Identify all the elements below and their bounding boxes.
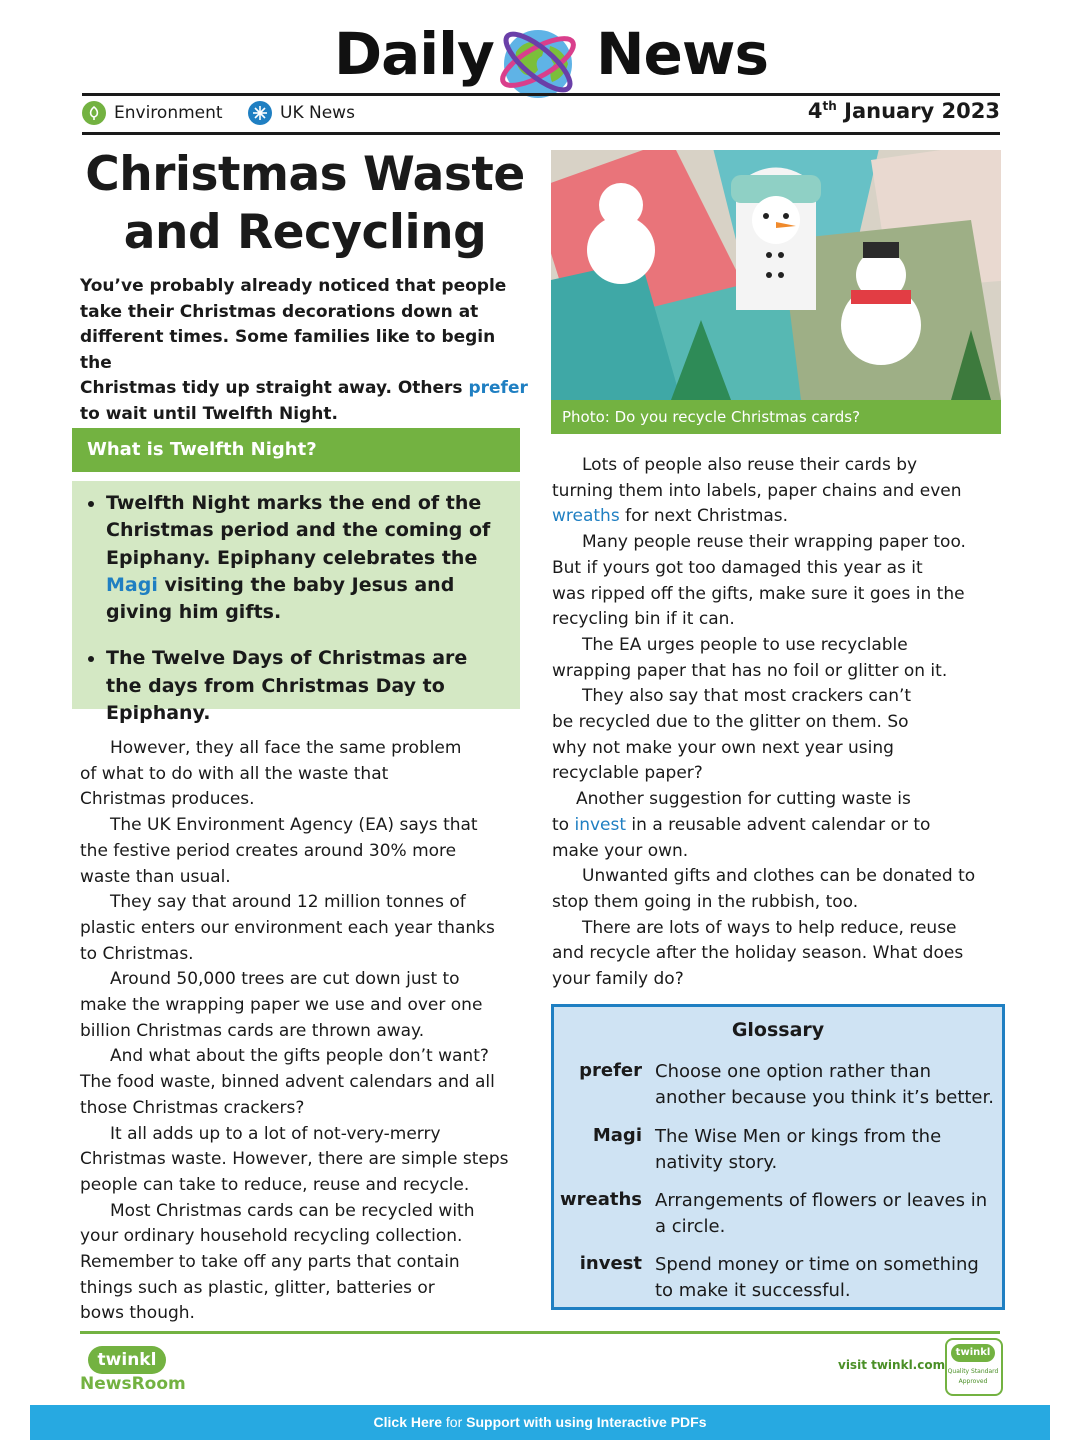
article-headline: Christmas Waste and Recycling [85,147,525,260]
paragraph: Most Christmas cards can be recycled with your ordinary household recycling collection. Remember to take off any parts that contain things such as plastic, glitter, batteries or bows though. [80,1200,475,1324]
infobox-bullet: • The Twelve Days of Christmas are the days from Christmas Day to Epiphany. [106,645,506,727]
paragraph: They also say that most crackers can’t be recycled due to the glitter on them. So why not make your own next year using recyclable paper? [552,686,912,784]
infobox-bullet: • Twelfth Night marks the end of the Christmas period and the coming of Epiphany. Epiphany celebrates the Magi visiting the baby Jesus and giving him gifts. [106,490,506,626]
paragraph: Lots of people also reuse their cards by turning them into labels, paper chains and even wreaths for next Christmas. [552,455,962,527]
tag-uk-news[interactable] [248,101,355,125]
issue-date: 4th January 2023 [807,99,1000,123]
top-rule [82,93,1000,96]
paragraph: It all adds up to a lot of not-very-merry Christmas waste. However, there are simple steps people can take to reduce, reuse and recycle. [80,1123,509,1195]
paragraph: And what about the gifts people don’t want? The food waste, binned advent calendars and all those Christmas crackers? [80,1046,495,1118]
infobox-body [72,481,520,725]
glossary-term: invest [579,1253,642,1274]
photo-caption: Photo: Do you recycle Christmas cards? [551,400,1001,434]
tag-environment[interactable] [82,101,223,125]
globe-icon [494,16,582,104]
tag-bar-bottom-rule [82,132,1000,135]
paragraph: The EA urges people to use recyclable wrapping paper that has no foil or glitter on it. [552,634,948,681]
right-body-text [552,453,1004,993]
paragraph: There are lots of ways to help reduce, reuse and recycle after the holiday season. What does your family do? [552,917,964,990]
twinkl-newsroom-logo[interactable]: twinkl NewsRoom [80,1346,180,1396]
masthead [0,14,1080,104]
paragraph: Many people reuse their wrapping paper too. But if yours got too damaged this year as it was ripped off the gifts, make sure it goes in the recycling bin if it can. [552,532,966,630]
glossary-link-prefer[interactable]: prefer [468,378,528,399]
glossary-term: Magi [592,1125,642,1146]
glossary-definition: Choose one option rather than another because you think it’s better. [655,1061,994,1108]
paragraph: Unwanted gifts and clothes can be donated to stop them going in the rubbish, too. [552,866,976,912]
paragraph: The UK Environment Agency (EA) says that the festive period creates around 30% more waste than usual. [80,815,478,887]
glossary-link-wreaths[interactable]: wreaths [552,506,620,527]
glossary-title: Glossary [731,1019,825,1041]
christmas-cards-photo [551,150,1001,400]
glossary-definition: Arrangements of flowers or leaves in a circle. [655,1190,988,1237]
paragraph: However, they all face the same problem of what to do with all the waste that Christmas produces. [80,738,462,810]
leaf-icon [82,101,106,125]
masthead-news: News [596,20,768,88]
quality-standard-badge: twinkl Quality Standard Approved [945,1338,1003,1396]
glossary-definition: The Wise Men or kings from the nativity story. [655,1126,942,1173]
infobox-title: What is Twelfth Night? [72,428,520,472]
visit-twinkl-link[interactable]: visit twinkl.com [838,1358,946,1372]
left-body-text [80,736,532,1327]
tag-label: UK News [280,103,355,123]
tag-label: Environment [114,103,223,123]
tag-bar [82,97,1000,131]
glossary-term: wreaths [560,1189,642,1210]
snowflake-icon [248,101,272,125]
footer-rule [80,1331,1000,1334]
glossary-term: prefer [579,1060,642,1081]
paragraph: They say that around 12 million tonnes of plastic enters our environment each year thanks to Christmas. [80,892,495,964]
glossary-definition: Spend money or time on something to make it successful. [655,1254,979,1301]
glossary-link-magi[interactable]: Magi [106,573,158,596]
masthead-daily: Daily [334,20,494,88]
click-here-link[interactable]: Click Here [373,1414,442,1430]
paragraph: Around 50,000 trees are cut down just to make the wrapping paper we use and over one billion Christmas cards are thrown away. [80,969,483,1041]
glossary-box [551,1004,1005,1310]
intro-paragraph: You’ve probably already noticed that people take their Christmas decorations down at different times. Some families like to begin the Christmas tidy up straight away. Others prefer to wait until Twelfth Night. [80,276,528,424]
support-banner[interactable]: Click Here for Support with using Interactive PDFs [30,1405,1050,1440]
glossary-link-invest[interactable]: invest [574,814,627,835]
paragraph: Another suggestion for cutting waste is to invest in a reusable advent calendar or to make your own. [552,789,931,861]
